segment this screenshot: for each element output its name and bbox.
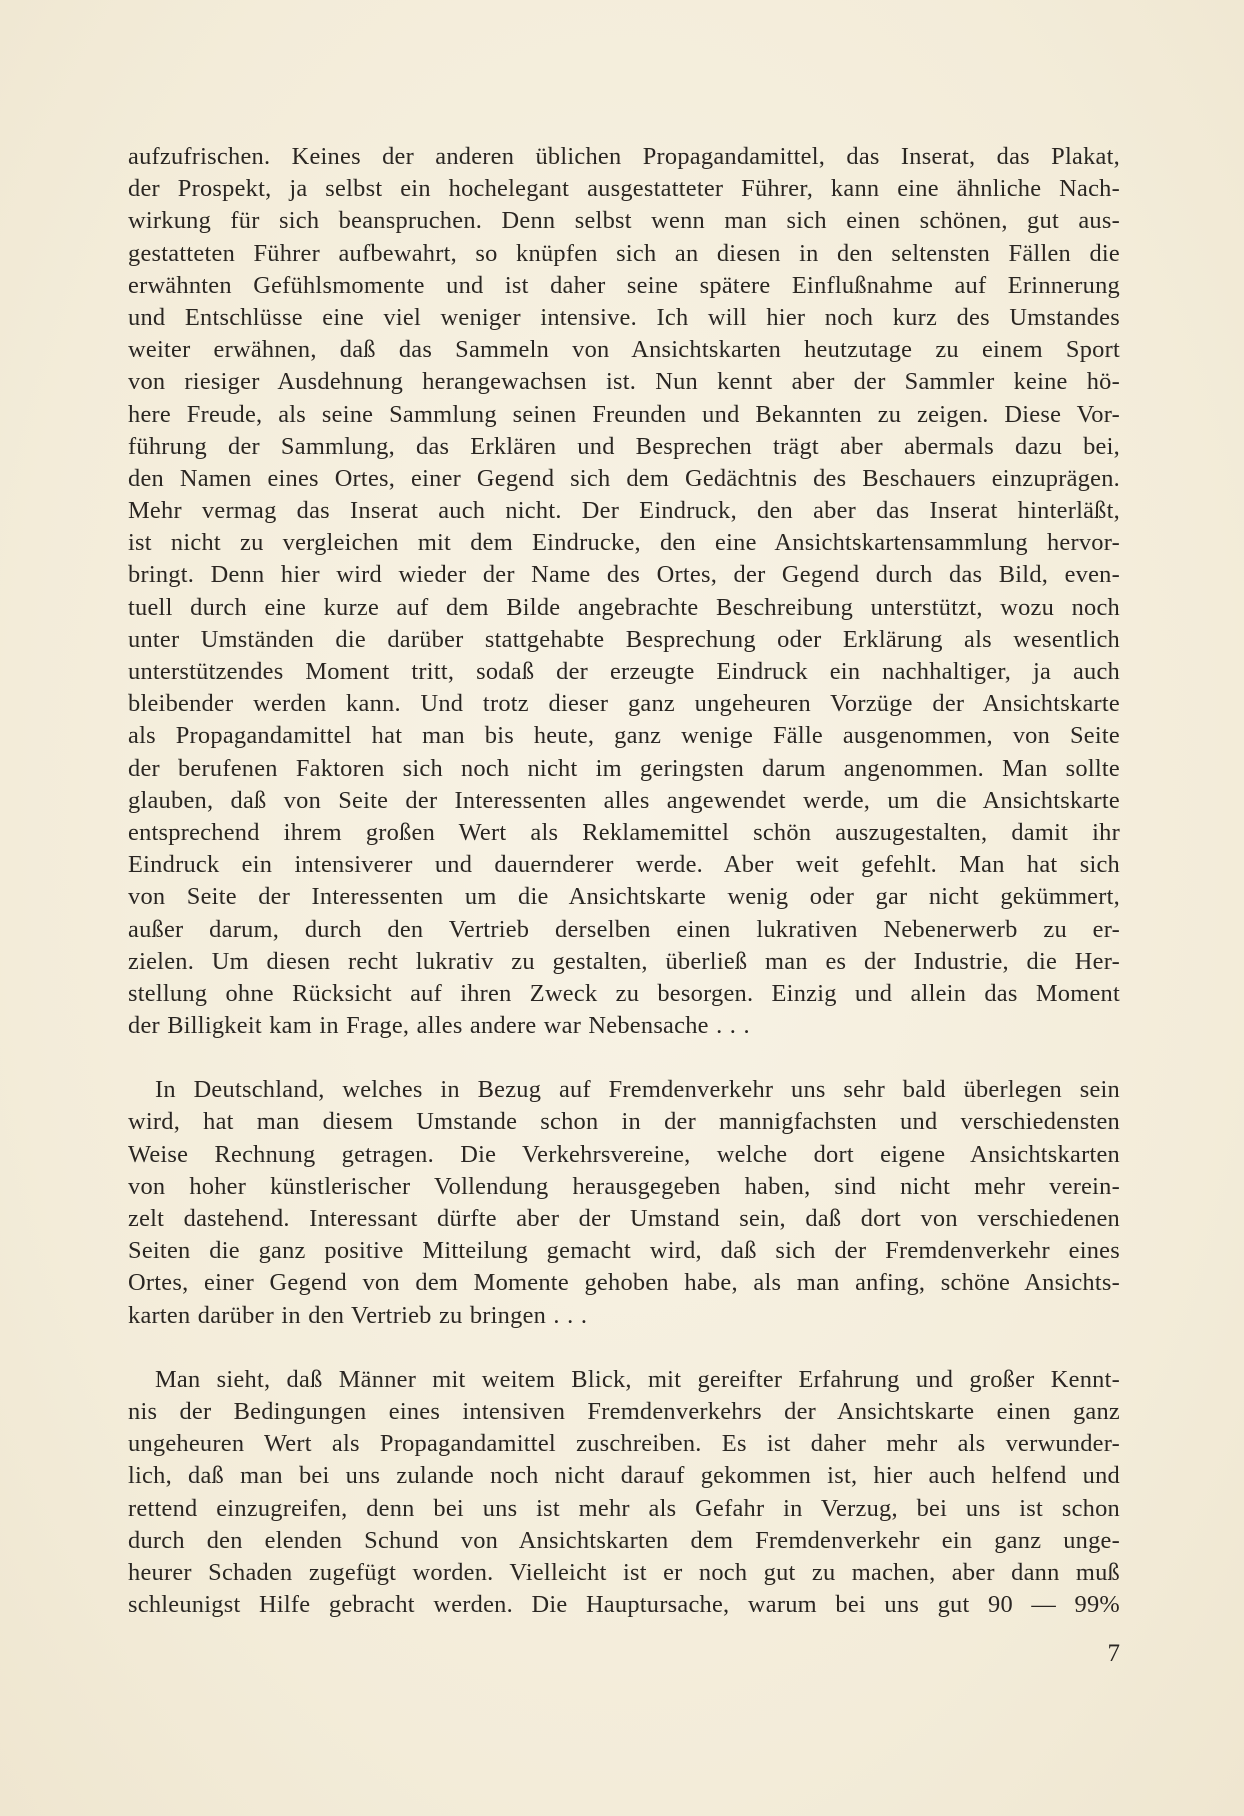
paragraph bbox=[128, 1074, 1120, 1332]
text-line: und Entschlüsse eine viel weniger intensive. Ich will hier noch kurz des Umstandes bbox=[128, 303, 1120, 331]
text-line: gestatteten Führer aufbewahrt, so knüpfen sich an diesen in den seltensten Fällen die bbox=[128, 239, 1120, 267]
text-line: entsprechend ihrem großen Wert als Reklamemittel schön auszugestalten, damit ihr bbox=[128, 818, 1120, 846]
text-line: unterstützendes Moment tritt, sodaß der erzeugte Eindruck ein nachhaltiger, ja auch bbox=[128, 658, 1120, 685]
text-line: Eindruck ein intensiverer und dauernderer werde. Aber weit gefehlt. Man hat sich bbox=[128, 851, 1120, 879]
text-line: außer darum, durch den Vertrieb derselben einen lukrativen Nebenerwerb zu er- bbox=[128, 915, 1120, 943]
text-line: bleibender werden kann. Und trotz dieser ganz ungeheuren Vorzüge der Ansichtskarte bbox=[128, 690, 1120, 718]
text-line: Mehr vermag das Inserat auch nicht. Der Eindruck, den aber das Inserat hinterläßt, bbox=[128, 497, 1120, 525]
text-line: aufzufrischen. Keines der anderen üblichen Propagandamittel, das Inserat, das Plakat, bbox=[128, 143, 1120, 170]
text-line: wird, hat man diesem Umstande schon in der mannigfachsten und verschiedensten bbox=[128, 1108, 1120, 1136]
text-line: tuell durch eine kurze auf dem Bilde angebrachte Beschreibung unterstützt, wozu noch bbox=[128, 593, 1120, 621]
text-line: Ortes, einer Gegend von dem Momente gehoben habe, als man anfing, schöne Ansichts- bbox=[128, 1269, 1120, 1297]
text-line: als Propagandamittel hat man bis heute, ganz wenige Fälle ausgenommen, von Seite bbox=[128, 722, 1120, 750]
text-line: der berufenen Faktoren sich noch nicht im geringsten darum angenommen. Man sollte bbox=[128, 754, 1120, 782]
text-line: ist nicht zu vergleichen mit dem Eindrucke, den eine Ansichtskartensammlung hervor- bbox=[128, 529, 1120, 557]
text-line: weiter erwähnen, daß das Sammeln von Ansichtskarten heutzutage zu einem Sport bbox=[128, 336, 1120, 364]
paragraph bbox=[128, 1364, 1120, 1622]
text-line: wirkung für sich beanspruchen. Denn selbst wenn man sich einen schönen, gut aus- bbox=[128, 207, 1120, 235]
text-line: der Prospekt, ja selbst ein hochelegant ausgestatteter Führer, kann eine ähnliche Nach- bbox=[128, 175, 1120, 203]
text-line: stellung ohne Rücksicht auf ihren Zweck zu besorgen. Einzig und allein das Moment bbox=[128, 979, 1120, 1007]
text-line: der Billigkeit kam in Frage, alles andere war Nebensache . . . bbox=[128, 1012, 750, 1040]
text-line: von Seite der Interessenten um die Ansichtskarte wenig oder gar nicht gekümmert, bbox=[128, 883, 1120, 911]
text-line: führung der Sammlung, das Erklären und Besprechen trägt aber abermals dazu bei, bbox=[128, 432, 1120, 460]
text-line: zielen. Um diesen recht lukrativ zu gestalten, überließ man es der Industrie, die Her- bbox=[128, 947, 1120, 975]
text-line: nis der Bedingungen eines intensiven Fremdenverkehrs der Ansichtskarte einen ganz bbox=[128, 1397, 1120, 1425]
text-line: glauben, daß von Seite der Interessenten alles angewendet werde, um die Ansichtskarte bbox=[128, 786, 1120, 814]
text-line: rettend einzugreifen, denn bei uns ist mehr als Gefahr in Verzug, bei uns ist schon bbox=[128, 1494, 1120, 1522]
text-line: ungeheuren Wert als Propagandamittel zuschreiben. Es ist daher mehr als verwunder- bbox=[128, 1430, 1120, 1458]
text-line: here Freude, als seine Sammlung seinen Freunden und Bekannten zu zeigen. Diese Vor- bbox=[128, 400, 1120, 428]
text-line: Man sieht, daß Männer mit weitem Blick, mit gereifter Erfahrung und großer Kennt- bbox=[155, 1365, 1120, 1393]
text-line: durch den elenden Schund von Ansichtskarten dem Fremdenverkehr ein ganz unge- bbox=[128, 1526, 1120, 1554]
text-line: karten darüber in den Vertrieb zu bringen . . . bbox=[128, 1301, 588, 1329]
text-line: bringt. Denn hier wird wieder der Name des Ortes, der Gegend durch das Bild, even- bbox=[128, 561, 1120, 589]
text-line: lich, daß man bei uns zulande noch nicht darauf gekommen ist, hier auch helfend und bbox=[128, 1462, 1120, 1490]
text-line: erwähnten Gefühlsmomente und ist daher seine spätere Einflußnahme auf Erinnerung bbox=[128, 271, 1120, 299]
text-line: schleunigst Hilfe gebracht werden. Die Hauptursache, warum bei uns gut 90 — 99% bbox=[128, 1591, 1120, 1619]
text-line: den Namen eines Ortes, einer Gegend sich dem Gedächtnis des Beschauers einzuprägen. bbox=[128, 464, 1120, 492]
text-line: Seiten die ganz positive Mitteilung gemacht wird, daß sich der Fremdenverkehr eines bbox=[128, 1237, 1120, 1265]
text-line: Weise Rechnung getragen. Die Verkehrsvereine, welche dort eigene Ansichtskarten bbox=[128, 1140, 1120, 1168]
text-line: von riesiger Ausdehnung herangewachsen ist. Nun kennt aber der Sammler keine hö- bbox=[128, 368, 1120, 396]
paragraph bbox=[128, 141, 1120, 1042]
text-line: heurer Schaden zugefügt worden. Vielleicht ist er noch gut zu machen, aber dann muß bbox=[128, 1558, 1120, 1586]
page-number: 7 bbox=[1107, 1640, 1120, 1667]
body-text bbox=[128, 141, 1120, 1621]
text-line: In Deutschland, welches in Bezug auf Fremdenverkehr uns sehr bald überlegen sein bbox=[155, 1076, 1120, 1104]
text-line: von hoher künstlerischer Vollendung herausgegeben haben, sind nicht mehr verein- bbox=[128, 1172, 1120, 1200]
text-line: zelt dastehend. Interessant dürfte aber der Umstand sein, daß dort von verschiedenen bbox=[128, 1205, 1120, 1232]
text-line: unter Umständen die darüber stattgehabte Besprechung oder Erklärung als wesentlich bbox=[128, 625, 1120, 653]
